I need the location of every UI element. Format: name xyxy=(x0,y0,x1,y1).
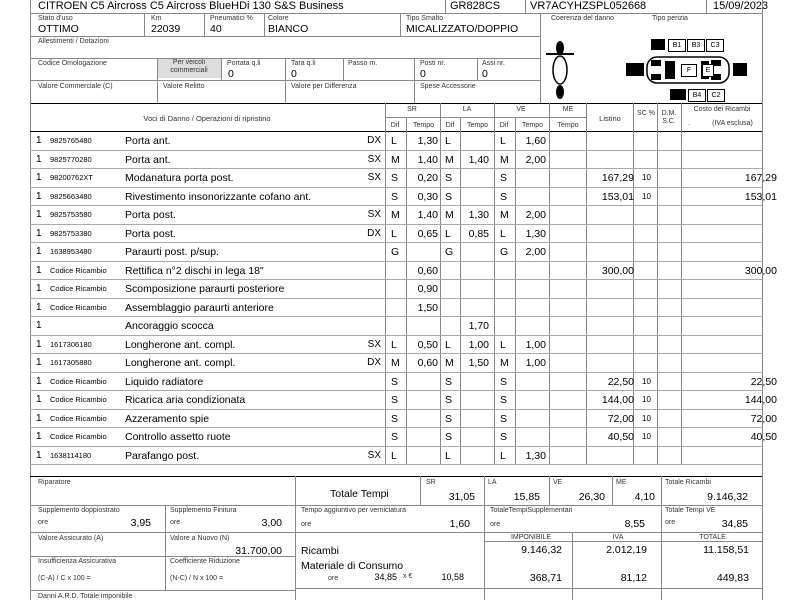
row-part-code: Codice Ricambio xyxy=(50,284,107,293)
ore-label: ore xyxy=(490,521,501,528)
row-la-tempo: 1,70 xyxy=(468,320,489,332)
materiale-iva: 81,12 xyxy=(620,572,647,584)
materiale-consumo-label: Materiale di Consumo xyxy=(301,560,404,572)
row-la-dif: M xyxy=(445,153,454,166)
row-side: SX xyxy=(367,338,381,350)
table-row xyxy=(30,262,777,280)
ricambi-totale: 11.158,51 xyxy=(703,544,749,556)
row-description: Ancoraggio scocca xyxy=(125,320,214,332)
nc-formula-label: (N-C) / N x 100 = xyxy=(170,575,224,582)
row-side: SX xyxy=(367,209,381,220)
row-ve-tempo: 1,00 xyxy=(525,357,546,369)
row-sconto: 10 xyxy=(642,395,651,404)
row-qty: 1 xyxy=(36,209,42,220)
pneumatici-label: Pneumatici % xyxy=(210,15,253,22)
materiale-tariffa-value: 10,58 xyxy=(441,572,464,582)
colore-value: BIANCO xyxy=(268,23,309,35)
supplemento-finitura-label: Supplemento Finitura xyxy=(170,507,237,514)
row-description: Porta post. xyxy=(125,227,176,240)
row-qty: 1 xyxy=(36,190,42,202)
row-sr-dif: L xyxy=(391,227,397,240)
summary-la-value: 15,85 xyxy=(513,491,540,503)
row-part-code: 1638114180 xyxy=(50,450,92,460)
row-la-dif: M xyxy=(445,357,454,369)
ore-label: ore xyxy=(301,521,312,528)
row-la-tempo: 0,85 xyxy=(468,227,489,240)
voci-header: Voci di Danno / Operazioni di ripristino xyxy=(143,114,271,123)
row-la-tempo: 1,30 xyxy=(468,209,489,221)
row-ve-dif: G xyxy=(500,246,509,258)
row-la-dif: L xyxy=(445,135,451,147)
row-listino: 40,50 xyxy=(607,431,634,443)
ore-label: ore xyxy=(170,519,181,526)
row-part-code: 9825765480 xyxy=(50,136,92,145)
supplemento-finitura-value: 3,00 xyxy=(261,517,282,529)
me-tempo-header: Tempo xyxy=(557,122,579,129)
row-sr-dif: S xyxy=(391,394,399,406)
passo-label: Passo m. xyxy=(348,60,378,67)
allestimenti-label: Allestimenti / Dotazioni xyxy=(38,38,109,45)
zone-c3: C3 xyxy=(706,39,724,52)
row-listino: 167,29 xyxy=(601,172,634,184)
row-side: SX xyxy=(367,172,381,183)
summary-sr-value: 31,05 xyxy=(448,491,475,503)
row-ve-dif: L xyxy=(500,449,506,462)
totale-tempi-ve-label: Totale Tempi VE xyxy=(665,507,716,514)
zone-e: E xyxy=(702,64,714,77)
sconto-header: SC % xyxy=(637,110,655,117)
table-row xyxy=(30,428,777,446)
row-description: Parafango post. xyxy=(125,449,200,462)
table-row xyxy=(30,280,762,298)
row-description: Rettifica n°2 dischi in lega 18" xyxy=(125,264,264,277)
ricambi-imponibile: 9.146,32 xyxy=(521,544,562,556)
summary-me-value: 4,10 xyxy=(634,491,655,503)
veicoli-commerciali-label: Per veicoli commerciali xyxy=(170,59,208,74)
vin-number: VR7ACYHZSPL052668 xyxy=(530,0,647,12)
ve-dif-header: Dif xyxy=(499,122,509,129)
portata-label: Portata q.li xyxy=(227,60,261,67)
row-sr-tempo: 0,60 xyxy=(417,357,438,369)
row-la-dif: M xyxy=(445,209,454,221)
row-sr-dif: M xyxy=(391,209,400,221)
row-listino: 300,00 xyxy=(601,264,634,277)
stato-value: OTTIMO xyxy=(38,23,79,35)
damage-mark xyxy=(626,63,644,76)
row-ve-dif: S xyxy=(500,172,508,184)
row-sconto: 10 xyxy=(642,413,651,423)
table-row xyxy=(30,447,762,465)
tempi-supplementari-label: TotaleTempiSupplementari xyxy=(490,507,573,514)
totale-label: TOTALE xyxy=(699,534,726,541)
row-listino: 153,01 xyxy=(601,190,634,203)
vehicle-model: CITROEN C5 Aircross C5 Aircross BlueHDi 130 S&S Business xyxy=(38,0,344,12)
row-sr-dif: S xyxy=(391,172,399,184)
zone-b1: B1 xyxy=(668,39,686,52)
damage-mark xyxy=(733,63,747,76)
row-ve-tempo: 1,00 xyxy=(525,338,546,351)
iva-label: IVA xyxy=(612,534,624,541)
row-description: Modanatura porta post. xyxy=(125,172,234,184)
ricambi-iva: 2.012,19 xyxy=(606,544,647,556)
la-header: LA xyxy=(462,106,472,113)
row-costo: 40,50 xyxy=(750,431,777,443)
dm-header: D.M. S.C. xyxy=(661,110,677,125)
supplemento-doppiostrato-value: 3,95 xyxy=(130,517,151,529)
row-description: Azzeramento spie xyxy=(125,412,210,425)
posti-value: 0 xyxy=(420,68,426,80)
valore-commerciale-label: Valore Commerciale (C) xyxy=(38,83,113,90)
valore-relitto-label: Valore Relitto xyxy=(163,83,205,90)
row-sr-tempo: 1,50 xyxy=(417,301,438,314)
riparatore-label: Riparatore xyxy=(38,479,71,486)
spese-accessorie-label: Spese Accessorie xyxy=(420,83,476,90)
row-qty: 1 xyxy=(36,320,42,331)
row-description: Porta ant. xyxy=(125,135,171,147)
row-sr-dif: S xyxy=(391,412,399,425)
row-sr-dif: G xyxy=(391,246,400,258)
row-la-tempo: 1,50 xyxy=(468,357,489,369)
supplemento-doppiostrato-label: Supplemento doppiostrato xyxy=(38,507,120,514)
row-qty: 1 xyxy=(36,264,42,276)
row-part-code: 1617306180 xyxy=(50,339,92,349)
row-la-dif: S xyxy=(445,375,453,388)
tempi-supplementari-value: 8,55 xyxy=(624,518,645,530)
row-description: Longherone ant. compl. xyxy=(125,338,236,351)
row-la-dif: L xyxy=(445,227,451,240)
summary-me-label: ME xyxy=(616,479,627,486)
tempo-aggiuntivo-label: Tempo aggiuntivo per verniciatura xyxy=(301,507,407,514)
row-ve-dif: L xyxy=(500,135,506,147)
portata-value: 0 xyxy=(228,68,234,80)
row-sr-tempo: 0,50 xyxy=(417,338,438,351)
assi-value: 0 xyxy=(482,68,488,80)
sr-dif-header: Dif xyxy=(390,122,400,129)
table-row xyxy=(30,373,777,391)
sr-tempo-header: Tempo xyxy=(412,122,434,129)
row-side: SX xyxy=(367,449,381,461)
row-sr-dif: S xyxy=(391,431,399,443)
table-row xyxy=(30,225,762,243)
row-costo: 300,00 xyxy=(744,264,777,277)
posti-label: Posti nr. xyxy=(420,60,446,67)
row-sconto: 10 xyxy=(642,173,651,182)
row-costo: 153,01 xyxy=(744,190,777,203)
costo-dot: . xyxy=(688,120,690,127)
row-ve-dif: S xyxy=(500,375,508,388)
km-value: 22039 xyxy=(151,23,181,35)
row-ve-dif: L xyxy=(500,227,506,240)
valore-assicurato-label: Valore Assicurato (A) xyxy=(38,535,104,542)
row-costo: 22,50 xyxy=(750,375,777,388)
table-row xyxy=(30,410,777,428)
ve-header: VE xyxy=(516,106,526,113)
iva-esclusa-label: (IVA esclusa) xyxy=(712,120,753,127)
row-qty: 1 xyxy=(36,246,42,257)
table-row xyxy=(30,132,762,150)
row-description: Ricarica aria condizionata xyxy=(125,394,246,406)
summary-ve-label: VE xyxy=(553,479,563,486)
ve-tempo-header: Tempo xyxy=(521,122,543,129)
damage-mark xyxy=(651,39,665,50)
listino-header: Listino xyxy=(599,114,621,123)
totale-ricambi-label: Totale Ricambi xyxy=(665,479,711,486)
row-qty: 1 xyxy=(36,338,42,350)
stato-label: Stato d'uso xyxy=(38,15,73,22)
totale-ricambi-value: 9.146,32 xyxy=(707,491,748,503)
tempo-aggiuntivo-value: 1,60 xyxy=(449,518,470,530)
row-ve-tempo: 1,60 xyxy=(525,135,546,147)
row-la-dif: L xyxy=(445,338,451,351)
plate-number: GR828CS xyxy=(450,0,501,12)
row-sr-dif: S xyxy=(391,375,399,388)
row-qty: 1 xyxy=(36,357,42,368)
row-part-code: 1638953480 xyxy=(50,247,92,256)
table-row xyxy=(30,391,777,409)
row-ve-dif: S xyxy=(500,190,508,203)
row-listino: 22,50 xyxy=(607,375,634,388)
zone-c2: C2 xyxy=(707,89,725,102)
row-ve-dif: M xyxy=(500,357,509,369)
row-listino: 144,00 xyxy=(601,394,634,406)
pneumatici-value: 40 xyxy=(210,23,222,35)
row-sr-dif: L xyxy=(391,135,397,147)
row-sr-dif: M xyxy=(391,357,400,369)
materiale-totale: 449,83 xyxy=(716,572,749,584)
materiale-x-label: x € xyxy=(403,573,413,580)
row-sr-tempo: 0,30 xyxy=(417,190,438,203)
table-row xyxy=(30,299,762,317)
totale-tempi-ve-value: 34,85 xyxy=(721,518,748,530)
colore-label: Colore xyxy=(268,15,289,22)
row-part-code: 1617305880 xyxy=(50,358,92,367)
row-la-dif: S xyxy=(445,394,453,406)
row-description: Assemblaggio paraurti anteriore xyxy=(125,301,274,314)
perizia-label: Tipo perizia xyxy=(652,15,688,22)
table-row xyxy=(30,169,777,187)
table-row xyxy=(30,206,762,224)
ore-label: ore xyxy=(665,519,676,526)
coeff-riduzione-label: Coefficiente Riduzione xyxy=(170,558,240,565)
row-qty: 1 xyxy=(36,153,42,165)
row-qty: 1 xyxy=(36,135,42,146)
row-costo: 144,00 xyxy=(744,394,777,406)
row-qty: 1 xyxy=(36,431,42,442)
row-sconto: 10 xyxy=(642,191,651,201)
row-sconto: 10 xyxy=(642,432,651,441)
row-sr-tempo: 0,90 xyxy=(417,283,438,295)
row-sr-tempo: 0,60 xyxy=(417,264,438,277)
motorcycle-icon xyxy=(540,36,580,102)
row-ve-dif: S xyxy=(500,394,508,406)
summary-sr-label: SR xyxy=(426,479,436,486)
row-sr-dif: S xyxy=(391,190,399,203)
row-qty: 1 xyxy=(36,227,42,239)
report-date: 15/09/2023 xyxy=(713,0,769,12)
smalto-value: MICALIZZATO/DOPPIO xyxy=(406,23,519,35)
table-row xyxy=(30,336,762,354)
row-part-code: 9825753580 xyxy=(50,210,92,219)
row-side: DX xyxy=(367,227,381,239)
row-sr-dif: L xyxy=(391,449,397,462)
row-la-dif: G xyxy=(445,246,454,258)
row-side: DX xyxy=(367,357,381,368)
row-sr-tempo: 0,65 xyxy=(417,227,438,240)
row-part-code: Codice Ricambio xyxy=(50,265,107,275)
row-side: DX xyxy=(367,135,381,146)
row-description: Longherone ant. compl. xyxy=(125,357,236,369)
summary-ve-value: 26,30 xyxy=(578,491,605,503)
row-ve-tempo: 1,30 xyxy=(525,227,546,240)
row-part-code: 98200762XT xyxy=(50,173,93,182)
row-ve-dif: S xyxy=(500,412,508,425)
coerenza-label: Coerenza del danno xyxy=(551,15,615,22)
la-dif-header: Dif xyxy=(445,122,455,129)
insufficienza-label: Insufficienza Assicurativa xyxy=(38,558,117,565)
row-ve-dif: M xyxy=(500,153,509,166)
row-qty: 1 xyxy=(36,394,42,405)
row-part-code: 9825753380 xyxy=(50,228,92,238)
zone-b4: B4 xyxy=(688,89,706,102)
row-la-dif: S xyxy=(445,431,453,443)
row-sconto: 10 xyxy=(642,376,651,386)
table-row xyxy=(30,188,777,206)
row-qty: 1 xyxy=(36,412,42,424)
materiale-ore-value: 34,85 xyxy=(374,572,397,582)
me-header: ME xyxy=(562,106,574,113)
row-part-code: Codice Ricambio xyxy=(50,376,107,386)
row-la-tempo: 1,40 xyxy=(468,153,489,166)
row-sr-dif: L xyxy=(391,338,397,351)
row-description: Controllo assetto ruote xyxy=(125,431,231,443)
costo-ricambi-header: Costo dei Ricambi xyxy=(693,106,751,113)
row-part-code: Codice Ricambio xyxy=(50,395,107,404)
row-la-dif: L xyxy=(445,449,451,462)
danni-ard-label: Danni A.R.D. Totale imponibile xyxy=(38,593,133,600)
row-qty: 1 xyxy=(36,283,42,294)
row-sr-tempo: 1,30 xyxy=(417,135,438,147)
materiale-imponibile: 368,71 xyxy=(529,572,562,584)
row-qty: 1 xyxy=(36,449,42,461)
assi-label: Assi nr. xyxy=(482,60,505,67)
row-la-dif: S xyxy=(445,190,453,203)
imponibile-label: IMPONIBILE xyxy=(510,534,552,541)
table-row xyxy=(30,151,762,169)
summary-la-label: LA xyxy=(488,479,497,486)
row-sr-tempo: 1,40 xyxy=(417,153,438,166)
row-side: SX xyxy=(367,153,381,165)
valore-differenza-label: Valore per Differenza xyxy=(291,83,357,90)
row-description: Liquido radiatore xyxy=(125,375,204,388)
row-ve-dif: S xyxy=(500,431,508,443)
row-ve-tempo: 2,00 xyxy=(525,153,546,166)
row-part-code: Codice Ricambio xyxy=(50,432,107,441)
la-tempo-header: Tempo xyxy=(466,122,488,129)
row-sr-tempo: 0,20 xyxy=(417,172,438,184)
tara-label: Tara q.li xyxy=(291,60,316,67)
km-label: Km xyxy=(151,15,162,22)
row-qty: 1 xyxy=(36,301,42,313)
valore-nuovo-value: 31.700,00 xyxy=(235,545,282,557)
table-row xyxy=(30,317,762,335)
row-qty: 1 xyxy=(36,172,42,183)
row-description: Rivestimento insonorizzante cofano ant. xyxy=(125,190,312,203)
row-la-dif: S xyxy=(445,172,453,184)
table-row xyxy=(30,243,762,261)
row-part-code: 9825770280 xyxy=(50,154,92,164)
row-description: Porta ant. xyxy=(125,153,171,166)
row-part-code: 9825663480 xyxy=(50,191,92,201)
zone-f: F xyxy=(681,64,697,77)
row-qty: 1 xyxy=(36,375,42,387)
valore-nuovo-label: Valore a Nuovo (N) xyxy=(170,535,230,542)
sr-header: SR xyxy=(407,106,417,113)
row-costo: 167,29 xyxy=(744,172,777,184)
row-ve-tempo: 2,00 xyxy=(525,209,546,221)
row-la-tempo: 1,00 xyxy=(468,338,489,351)
row-ve-tempo: 2,00 xyxy=(525,246,546,258)
row-part-code: Codice Ricambio xyxy=(50,413,107,423)
row-description: Scomposizione paraurti posteriore xyxy=(125,283,285,295)
row-description: Paraurti post. p/sup. xyxy=(125,246,219,258)
row-description: Porta post. xyxy=(125,209,176,221)
table-row xyxy=(30,354,762,372)
damage-mark xyxy=(670,89,686,100)
ricambi-label: Ricambi xyxy=(301,545,339,557)
tara-value: 0 xyxy=(291,68,297,80)
row-costo: 72,00 xyxy=(750,412,777,425)
row-ve-dif: M xyxy=(500,209,509,221)
ore-label: ore xyxy=(328,575,339,582)
row-sr-tempo: 1,40 xyxy=(417,209,438,221)
row-la-dif: S xyxy=(445,412,453,425)
row-part-code: Codice Ricambio xyxy=(50,302,107,312)
totale-tempi-label: Totale Tempi xyxy=(330,488,389,500)
omologazione-label: Codice Omologazione xyxy=(38,60,107,67)
smalto-label: Tipo Smalto xyxy=(406,15,444,22)
row-sr-dif: M xyxy=(391,153,400,166)
ca-formula-label: (C-A) / C x 100 = xyxy=(38,575,91,582)
row-listino: 72,00 xyxy=(607,412,634,425)
row-ve-dif: L xyxy=(500,338,506,351)
zone-b3: B3 xyxy=(687,39,705,52)
row-ve-tempo: 1,30 xyxy=(525,449,546,462)
ore-label: ore xyxy=(38,519,49,526)
